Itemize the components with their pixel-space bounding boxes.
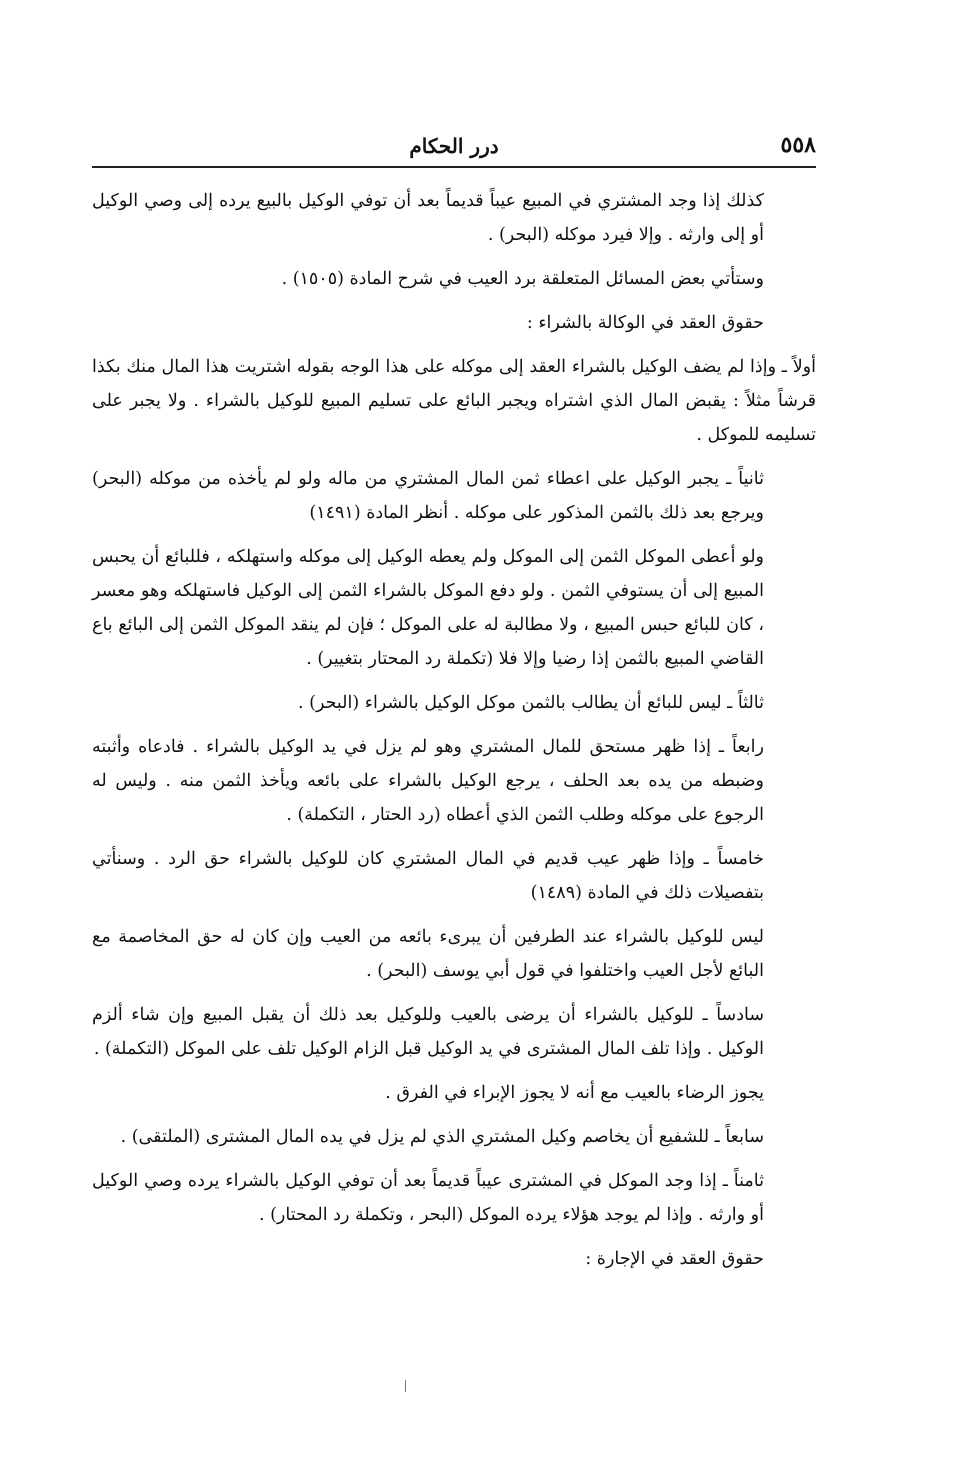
paragraph: أولاً ـ وإذا لم يضف الوكيل بالشراء العقد إلى موكله على هذا الوجه بقوله اشتريت هذا المال منك بكذا قرشاً مثلاً : يقبض المال الذي اشتراه ويجبر البائع على تسليم المبيع للوكيل بالشراء . ولا يجبر على تسليمه للموكل . xyxy=(92,357,816,445)
paragraph: رابعاً ـ إذا ظهر مستحق للمال المشتري وهو لم يزل في يد الوكيل بالشراء . فادعاه وأثبته وضبطه من يده بعد الحلف ، يرجع الوكيل بالشراء على بائعه ويأخذ الثمن منه . وليس له الرجوع على موكله وطلب الثمن الذي أعطاه (رد الحتار ، التكملة) . xyxy=(92,737,764,825)
paragraph: كذلك إذا وجد المشتري في المبيع عيباً قديماً بعد أن توفي الوكيل بالبيع يرده إلى وصي الوكيل أو إلى وارثه . وإلا فيرد موكله (البحر) . xyxy=(92,191,764,245)
paragraph: يجوز الرضاء بالعيب مع أنه لا يجوز الإبراء في الفرق . xyxy=(385,1083,764,1103)
paragraph: ثامناً ـ إذا وجد الموكل في المشترى عيباً قديماً بعد أن توفي الوكيل بالشراء يرده وصي الوكيل أو وارثه . وإذا لم يوجد هؤلاء يرده الموكل (البحر ، وتكملة رد المحتار) . xyxy=(92,1171,764,1225)
paragraph: ثالثاً ـ ليس للبائع أن يطالب بالثمن موكل الوكيل بالشراء (البحر) . xyxy=(298,693,764,713)
paragraph: ولو أعطى الموكل الثمن إلى الموكل ولم يعطه الوكيل إلى موكله واستهلكه ، فللبائع أن يحبس المبيع إلى أن يستوفي الثمن . ولو دفع الموكل بالشراء الثمن إلى الوكيل فاستهلكه وهو معسر ، كان للبائع حبس المبيع ، ولا مطالبة له على الموكل ؛ فإن لم ينقد الموكل الثمن إلى البائع باع القاضي المبيع بالثمن إذا رضيا وإلا فلا (تكملة رد المحتار بتغيير) . xyxy=(92,547,764,669)
paragraph: ثانياً ـ يجبر الوكيل على اعطاء ثمن المال المشتري من ماله ولو لم يأخذه من موكله (البحر) ويرجع بعد ذلك بالثمن المذكور على موكله . أنظر المادة (١٤٩١) xyxy=(92,469,764,523)
scan-mark xyxy=(405,1380,406,1392)
paragraph: ليس للوكيل بالشراء عند الطرفين أن يبرىء بائعه من العيب وإن كان له حق المخاصمة مع البائع لأجل العيب واختلفوا في قول أبي يوسف (البحر) . xyxy=(92,927,764,981)
page-number: ٥٥٨ xyxy=(780,132,816,158)
section-heading: حقوق العقد في الوكالة بالشراء : xyxy=(526,313,764,333)
paragraph: وستأتي بعض المسائل المتعلقة برد العيب في شرح المادة (١٥٠٥) . xyxy=(281,269,764,289)
page-body xyxy=(92,184,816,1276)
page-header xyxy=(92,128,816,166)
paragraph: سابعاً ـ للشفيع أن يخاصم وكيل المشتري الذي لم يزل في يده المال المشترى (الملتقى) . xyxy=(120,1127,764,1147)
paragraph: خامساً ـ وإذا ظهر عيب قديم في المال المشتري كان للوكيل بالشراء حق الرد . وسنأتي بتفصيلات ذلك في المادة (١٤٨٩) xyxy=(92,849,764,903)
running-title: درر الحكام xyxy=(409,134,499,158)
header-divider xyxy=(92,166,816,168)
section-heading: حقوق العقد في الإجارة : xyxy=(585,1249,764,1269)
paragraph: سادساً ـ للوكيل بالشراء أن يرضى بالعيب وللوكيل بعد ذلك أن يقبل المبيع وإن شاء ألزم الوكيل . وإذا تلف المال المشترى في يد الوكيل قبل الزام الوكيل تلف على الموكل (التكملة) . xyxy=(92,1005,764,1059)
